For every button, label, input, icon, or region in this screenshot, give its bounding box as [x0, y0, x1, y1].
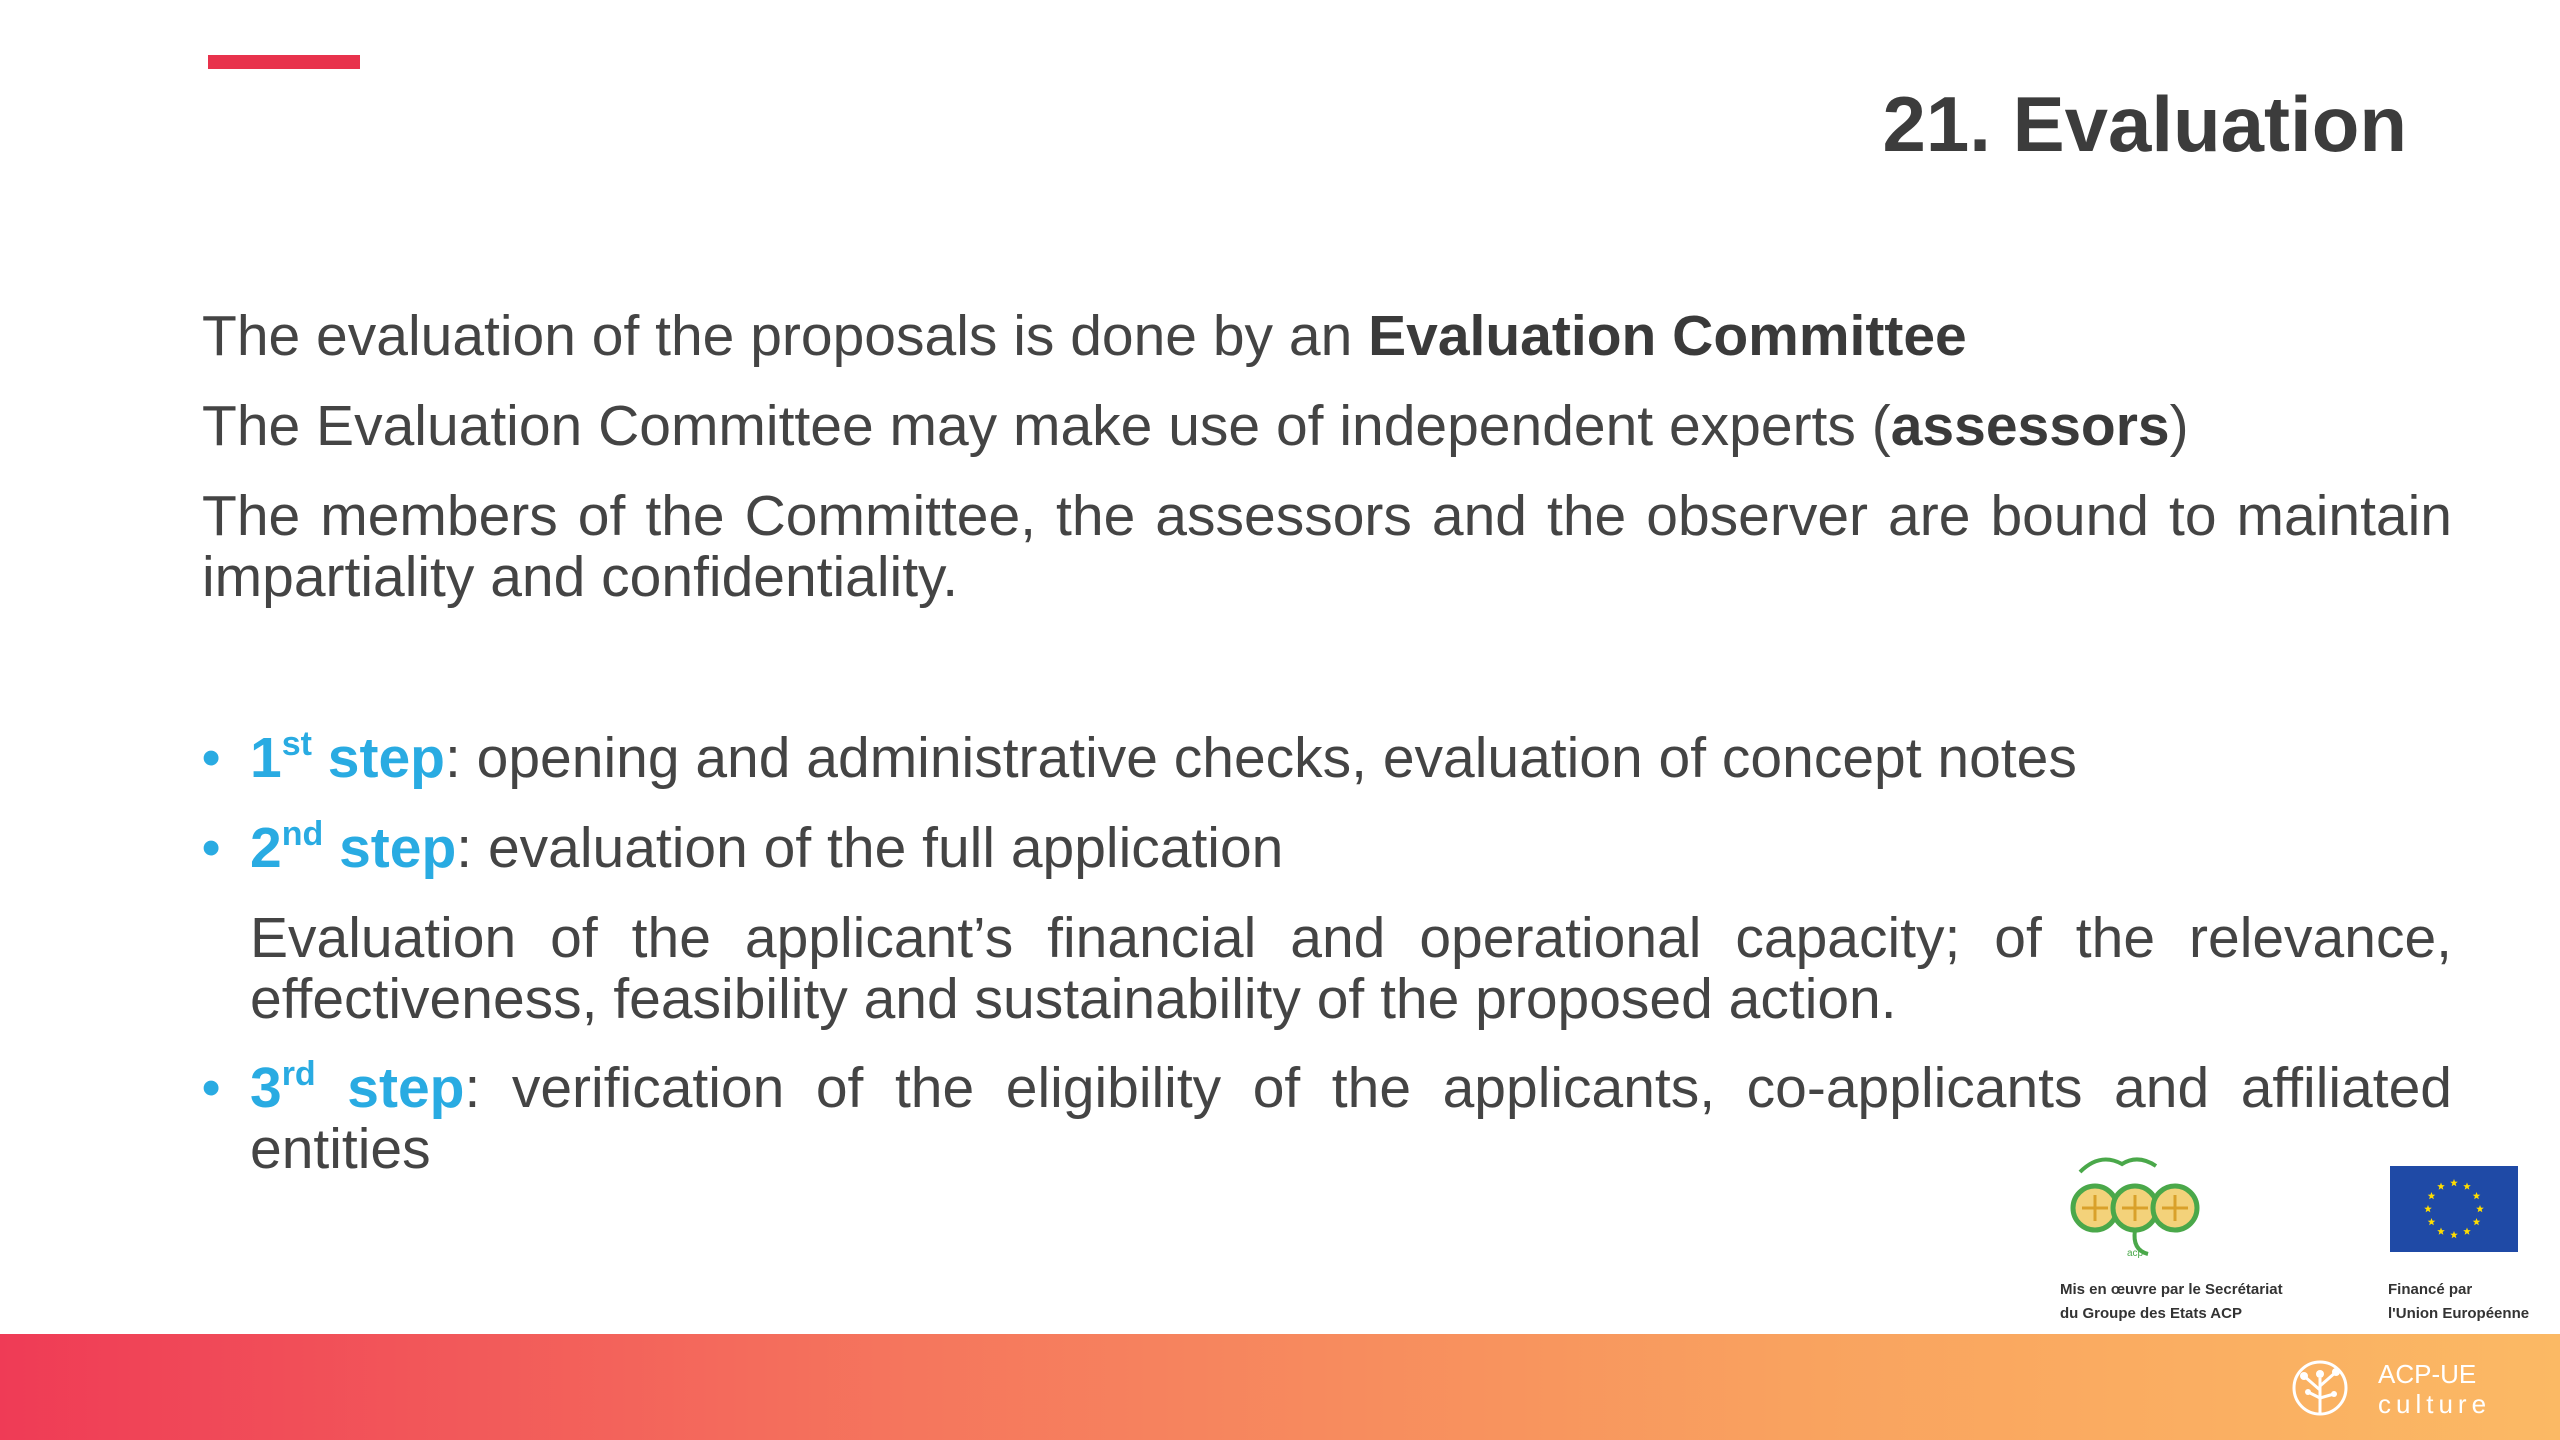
intro-paragraph-confidentiality: The members of the Committee, the assessors and the observer are bound to maintain impartiality and confidentiality. [202, 484, 2452, 609]
step-label: 3rd step [250, 1055, 465, 1120]
step-description: : evaluation of the full application [456, 816, 1284, 880]
acp-wordmark: acp [2126, 1248, 2144, 1259]
partner-logos [2048, 1150, 2560, 1330]
footer-brand-subtitle: culture [2378, 1389, 2492, 1419]
step-text [250, 725, 2452, 790]
intro-paragraph-assessors [202, 396, 2452, 457]
intro-text: ) [2169, 394, 2189, 458]
step-description: : opening and administrative checks, evaluation of concept notes [444, 726, 2077, 790]
step-label: 2nd step [250, 815, 457, 880]
intro-text: The evaluation of the proposals is done by an [202, 304, 1369, 368]
intro-paragraph-committee [202, 306, 2452, 367]
assessors-term: assessors [1890, 394, 2170, 458]
bullet-icon: • [202, 819, 221, 877]
eu-caption: Financé par l'Union Européenne [2388, 1281, 2530, 1322]
slide-title: 21. Evaluation [1882, 80, 2407, 168]
footer-gradient-band [0, 1334, 2560, 1440]
intro-text: The Evaluation Committee may make use of independent experts ( [202, 394, 1891, 458]
bullet-icon: • [202, 729, 221, 787]
step-label: 1st step [250, 725, 445, 790]
bullet-icon: • [202, 1059, 221, 1117]
acp-caption: Mis en œuvre par le Secrétariat du Groupe des Etats ACP [2060, 1281, 2283, 1322]
acp-logo [2060, 1150, 2210, 1260]
step-text [250, 815, 2452, 880]
step-description: : verification of the eligibility of the applicants, co-applicants and affiliated entities [250, 1056, 2452, 1181]
step-2-detail: Evaluation of the applicant’s financial and operational capacity; of the relevance, effectiveness, feasibility and sustainability of the proposed action. [250, 906, 2452, 1031]
evaluation-committee-term: Evaluation Committee [1368, 304, 1967, 368]
title-accent-bar [208, 55, 360, 69]
footer-brand-title: ACP-UE [2378, 1359, 2477, 1389]
eu-flag [2390, 1166, 2518, 1252]
